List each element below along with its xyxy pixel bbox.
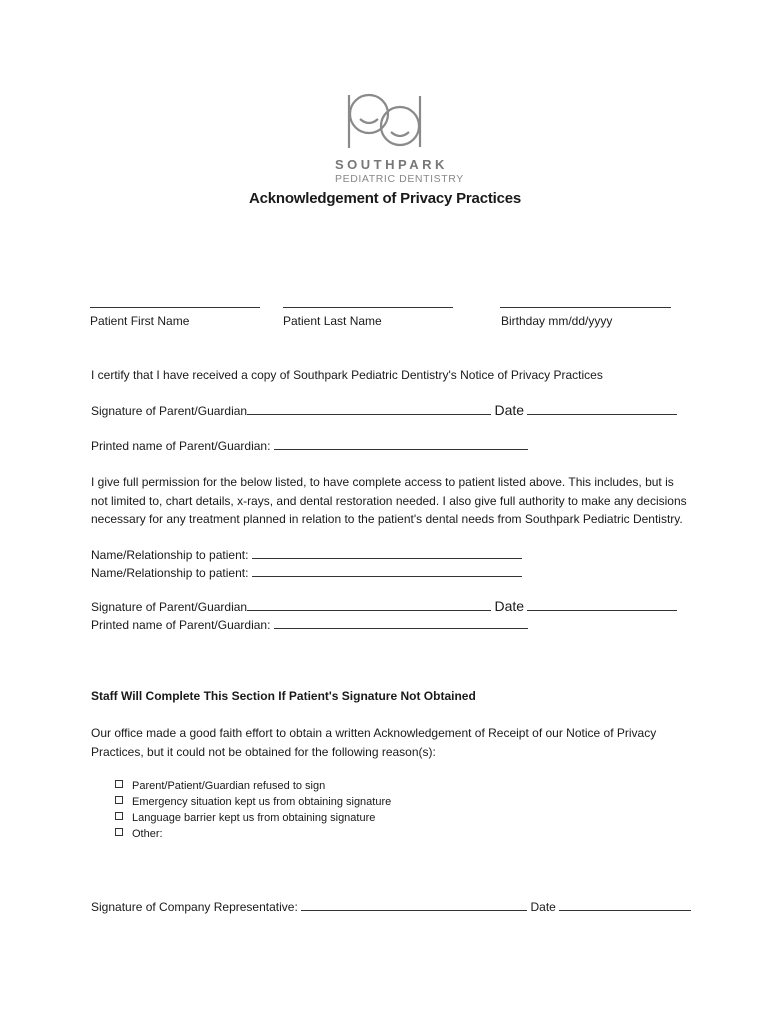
permission-text: I give full permission for the below listed, to have complete access to patient listed above. This includes, but is not limited to, chart details, x-rays, and dental restoration needed. I also give full authority to make any decisions necessary for any treatment planned in relation to the patient's dental needs from Southpark Pediatric Dentistry. bbox=[91, 475, 687, 526]
relationship-row-2 bbox=[91, 565, 522, 581]
signature-label: Signature of Parent/Guardian bbox=[91, 404, 248, 418]
date-label: Date bbox=[494, 598, 525, 614]
relationship-field[interactable] bbox=[252, 565, 522, 577]
signature-row-1 bbox=[91, 403, 677, 419]
first-name-label: Patient First Name bbox=[90, 314, 190, 328]
company-signature-row bbox=[91, 899, 691, 915]
logo-text-pediatric-dentistry: PEDIATRIC DENTISTRY bbox=[335, 173, 464, 185]
printed-name-field[interactable] bbox=[274, 617, 528, 629]
date-label: Date bbox=[530, 900, 556, 914]
reason-label: Parent/Patient/Guardian refused to sign bbox=[132, 780, 326, 792]
staff-text: Our office made a good faith effort to obtain a written Acknowledgement of Receipt of our Notice of Privacy Practices, but it could not be obtained for the following reason(s): bbox=[91, 726, 657, 759]
checkbox[interactable] bbox=[115, 796, 123, 804]
signature-field[interactable] bbox=[247, 403, 491, 415]
checkbox[interactable] bbox=[115, 812, 123, 820]
birthday-field[interactable] bbox=[500, 307, 671, 308]
relationship-field[interactable] bbox=[252, 547, 522, 559]
printed-name-row-2 bbox=[91, 617, 528, 633]
reason-label: Language barrier kept us from obtaining signature bbox=[132, 812, 376, 824]
certify-text: I certify that I have received a copy of Southpark Pediatric Dentistry's Notice of Privacy Practices bbox=[91, 368, 603, 382]
staff-heading: Staff Will Complete This Section If Patient's Signature Not Obtained bbox=[91, 689, 476, 703]
printed-name-field[interactable] bbox=[274, 438, 528, 450]
reason-item[interactable] bbox=[115, 795, 391, 809]
company-signature-label: Signature of Company Representative: bbox=[91, 900, 298, 914]
date-field[interactable] bbox=[527, 599, 677, 611]
company-signature-field[interactable] bbox=[301, 899, 527, 911]
reason-item[interactable] bbox=[115, 827, 163, 841]
signature-row-2 bbox=[91, 599, 677, 615]
reason-item[interactable] bbox=[115, 779, 325, 793]
last-name-field[interactable] bbox=[283, 307, 453, 308]
printed-name-label: Printed name of Parent/Guardian: bbox=[91, 618, 271, 632]
logo-text-southpark: SOUTHPARK bbox=[335, 157, 448, 172]
relationship-label: Name/Relationship to patient: bbox=[91, 548, 249, 562]
relationship-row-1 bbox=[91, 547, 522, 563]
reason-label: Other: bbox=[132, 828, 163, 840]
date-field[interactable] bbox=[559, 899, 691, 911]
first-name-field[interactable] bbox=[90, 307, 260, 308]
pd-smile-logo-icon bbox=[340, 92, 440, 150]
signature-label: Signature of Parent/Guardian bbox=[91, 600, 248, 614]
reason-item[interactable] bbox=[115, 811, 375, 825]
printed-name-label: Printed name of Parent/Guardian: bbox=[91, 439, 271, 453]
page-title: Acknowledgement of Privacy Practices bbox=[248, 190, 522, 207]
logo bbox=[335, 92, 464, 192]
last-name-label: Patient Last Name bbox=[283, 314, 382, 328]
date-label: Date bbox=[494, 402, 525, 418]
printed-name-row-1 bbox=[91, 438, 528, 454]
signature-field[interactable] bbox=[247, 599, 491, 611]
reason-label: Emergency situation kept us from obtaining signature bbox=[132, 796, 392, 808]
birthday-label: Birthday mm/dd/yyyy bbox=[501, 314, 613, 328]
checkbox[interactable] bbox=[115, 828, 123, 836]
relationship-label: Name/Relationship to patient: bbox=[91, 566, 249, 580]
date-field[interactable] bbox=[527, 403, 677, 415]
checkbox[interactable] bbox=[115, 780, 123, 788]
